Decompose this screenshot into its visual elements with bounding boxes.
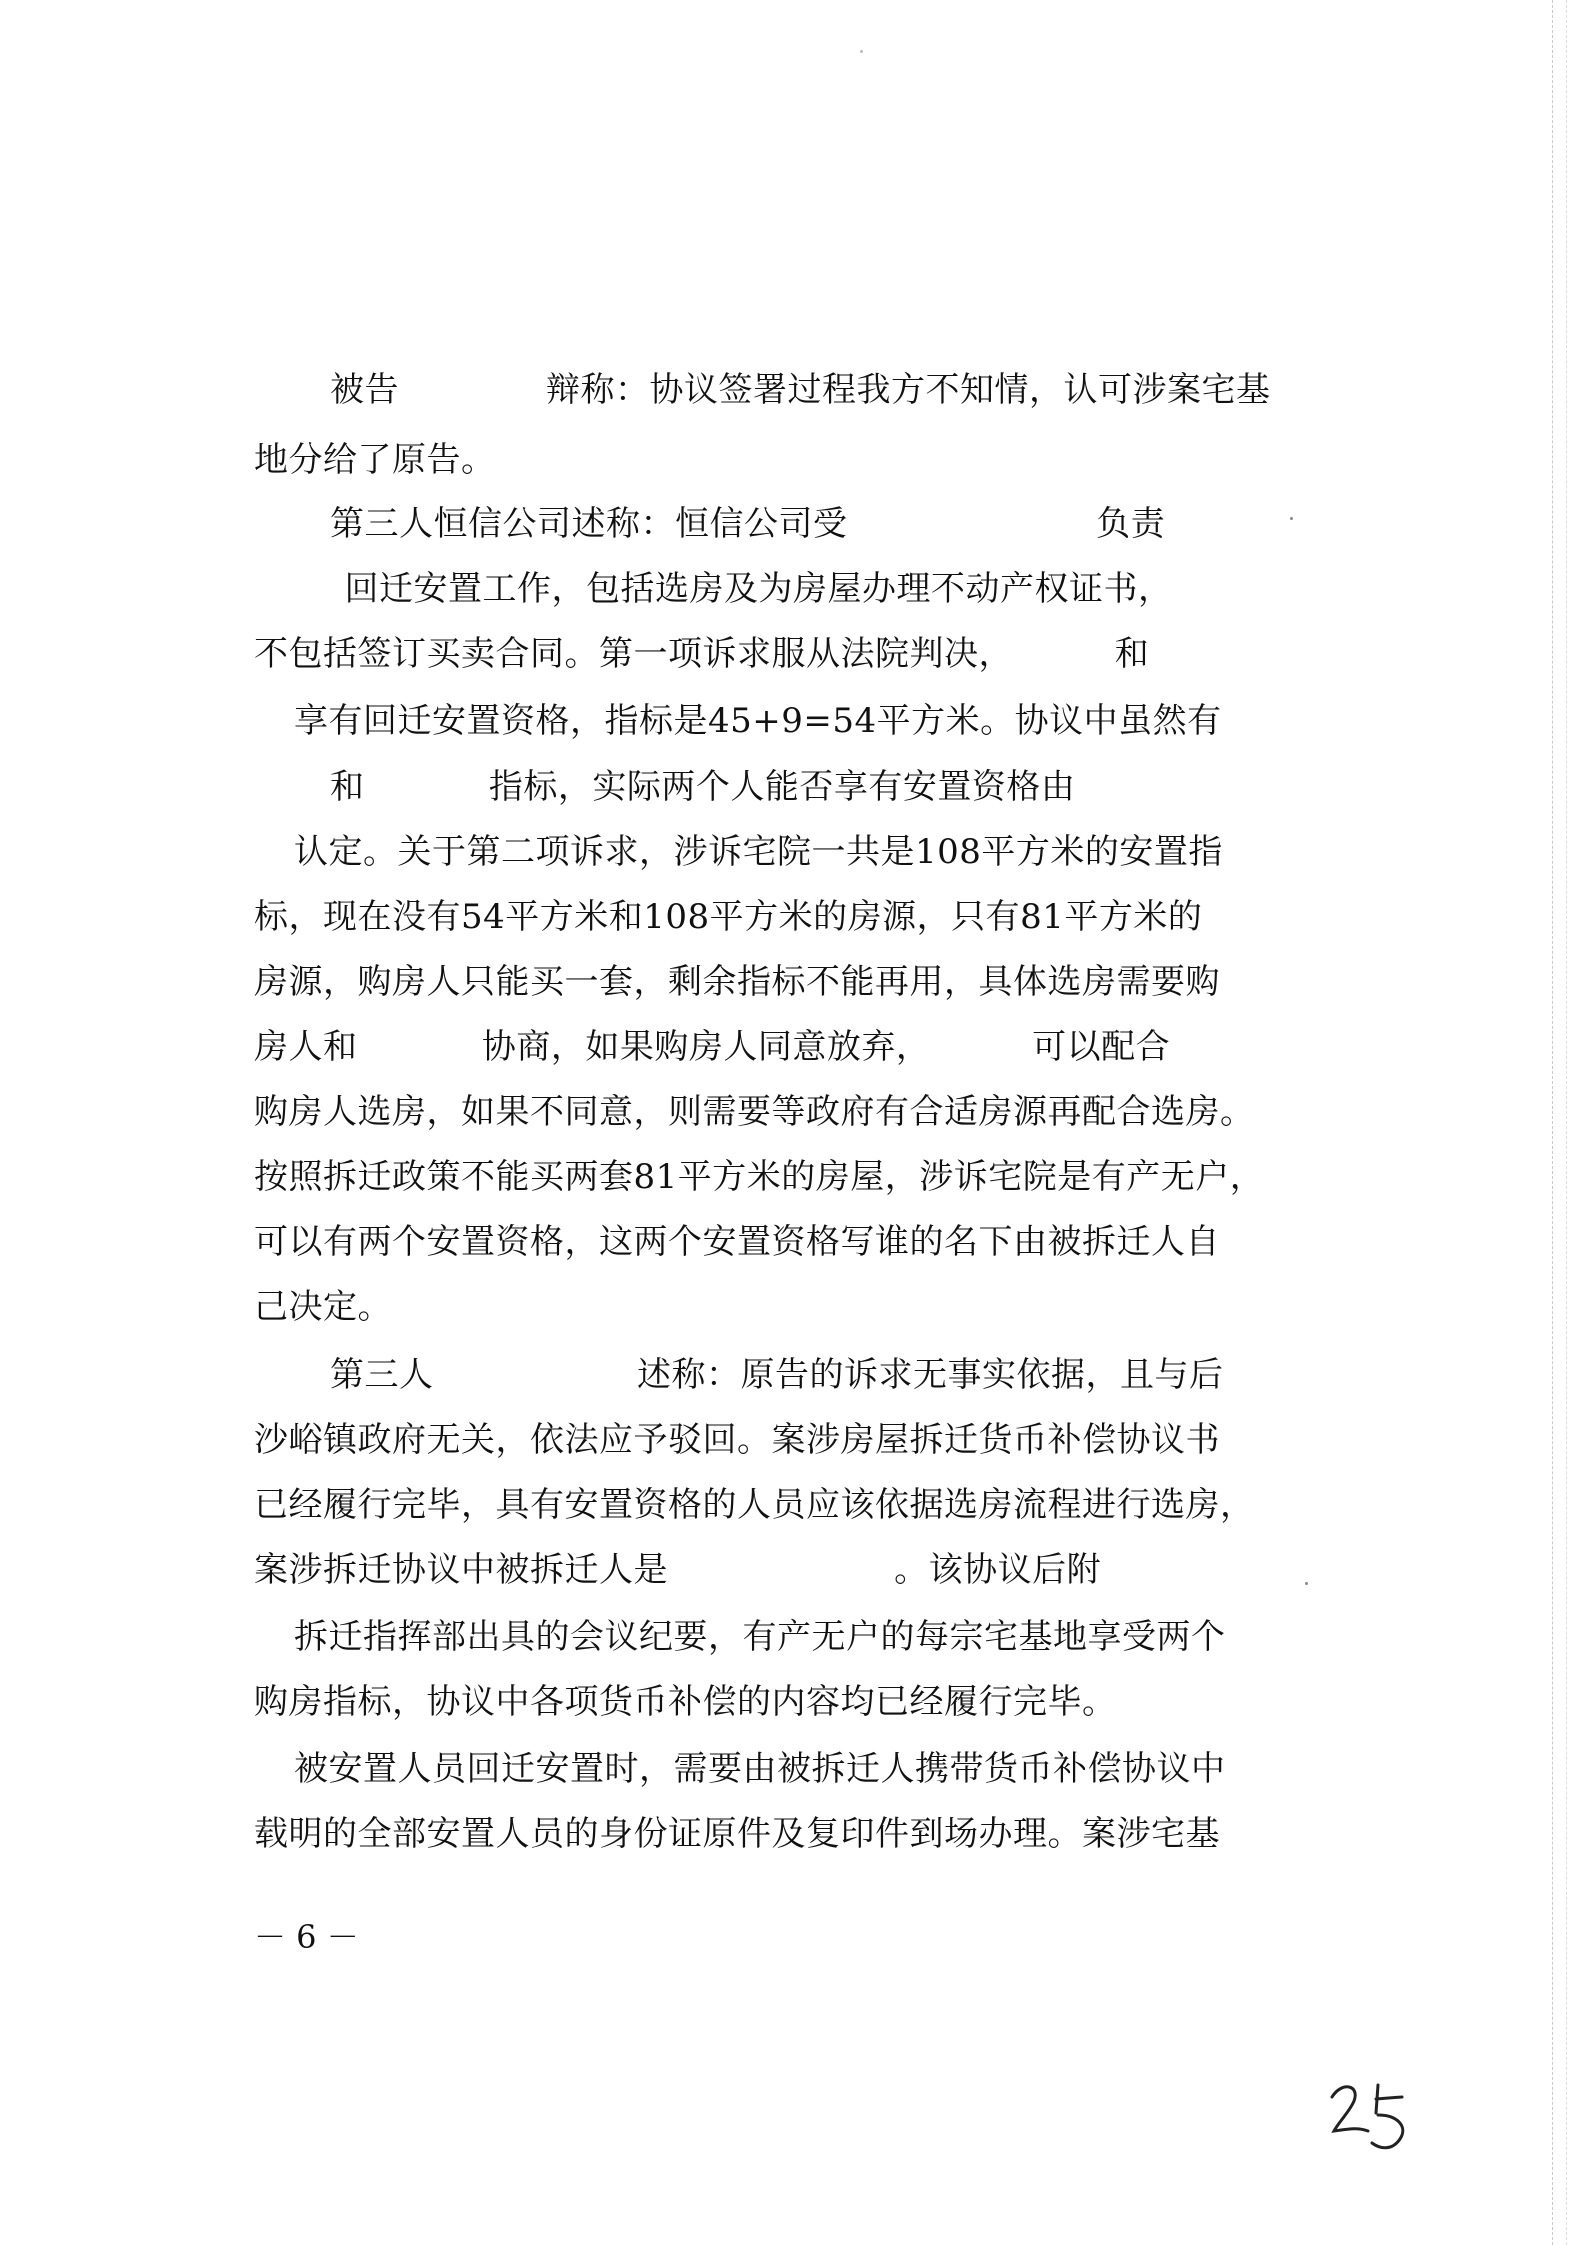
text-line: 房源，购房人只能买一套，剩余指标不能再用，具体选房需要购 bbox=[254, 962, 1220, 1002]
page-number: － 6 － bbox=[254, 1918, 359, 1956]
text-line: 和 指标，实际两个人能否享有安置资格由 bbox=[330, 767, 1076, 807]
text-line: 己决定。 bbox=[254, 1287, 392, 1327]
text-line: 拆迁指挥部出具的会议纪要，有产无户的每宗宅基地享受两个 bbox=[294, 1617, 1226, 1657]
text-line: 认定。关于第二项诉求，涉诉宅院一共是108平方米的安置指 bbox=[294, 832, 1223, 872]
text-line: 可以有两个安置资格，这两个安置资格写谁的名下由被拆迁人自 bbox=[254, 1222, 1220, 1262]
text-line: 购房指标，协议中各项货币补偿的内容均已经履行完毕。 bbox=[254, 1682, 1117, 1722]
scan-edge bbox=[1566, 0, 1567, 2245]
text-line: 被安置人员回迁安置时，需要由被拆迁人携带货币补偿协议中 bbox=[294, 1749, 1226, 1789]
text-line: 不包括签订买卖合同。第一项诉求服从法院判决， 和 bbox=[254, 634, 1150, 674]
scan-speck bbox=[860, 50, 863, 53]
scan-speck bbox=[1305, 1582, 1308, 1585]
text-line: 被告 辩称：协议签署过程我方不知情，认可涉案宅基 bbox=[330, 370, 1271, 410]
text-line: 第三人恒信公司述称：恒信公司受 负责 bbox=[330, 504, 1166, 544]
text-line: 标，现在没有54平方米和108平方米的房源，只有81平方米的 bbox=[254, 897, 1203, 937]
text-line: 购房人选房，如果不同意，则需要等政府有合适房源再配合选房。 bbox=[254, 1092, 1255, 1132]
handwritten-mark bbox=[1320, 2075, 1420, 2165]
text-line: 回迁安置工作，包括选房及为房屋办理不动产权证书， bbox=[254, 569, 1173, 609]
text-line: 地分给了原告。 bbox=[254, 440, 496, 480]
text-line: 已经履行完毕，具有安置资格的人员应该依据选房流程进行选房， bbox=[254, 1485, 1255, 1525]
text-line: 房人和 协商，如果购房人同意放弃， 可以配合 bbox=[254, 1027, 1171, 1067]
scan-speck bbox=[1290, 517, 1293, 520]
text-line: 按照拆迁政策不能买两套81平方米的房屋，涉诉宅院是有产无户， bbox=[254, 1157, 1265, 1197]
scan-edge bbox=[1552, 0, 1553, 2245]
text-line: 享有回迁安置资格，指标是45+9=54平方米。协议中虽然有 bbox=[294, 701, 1222, 741]
text-line: 沙峪镇政府无关，依法应予驳回。案涉房屋拆迁货币补偿协议书 bbox=[254, 1420, 1220, 1460]
text-line: 载明的全部安置人员的身份证原件及复印件到场办理。案涉宅基 bbox=[254, 1814, 1220, 1854]
text-line: 第三人 述称：原告的诉求无事实依据，且与后 bbox=[330, 1355, 1224, 1395]
text-line: 案涉拆迁协议中被拆迁人是 。该协议后附 bbox=[254, 1550, 1102, 1590]
